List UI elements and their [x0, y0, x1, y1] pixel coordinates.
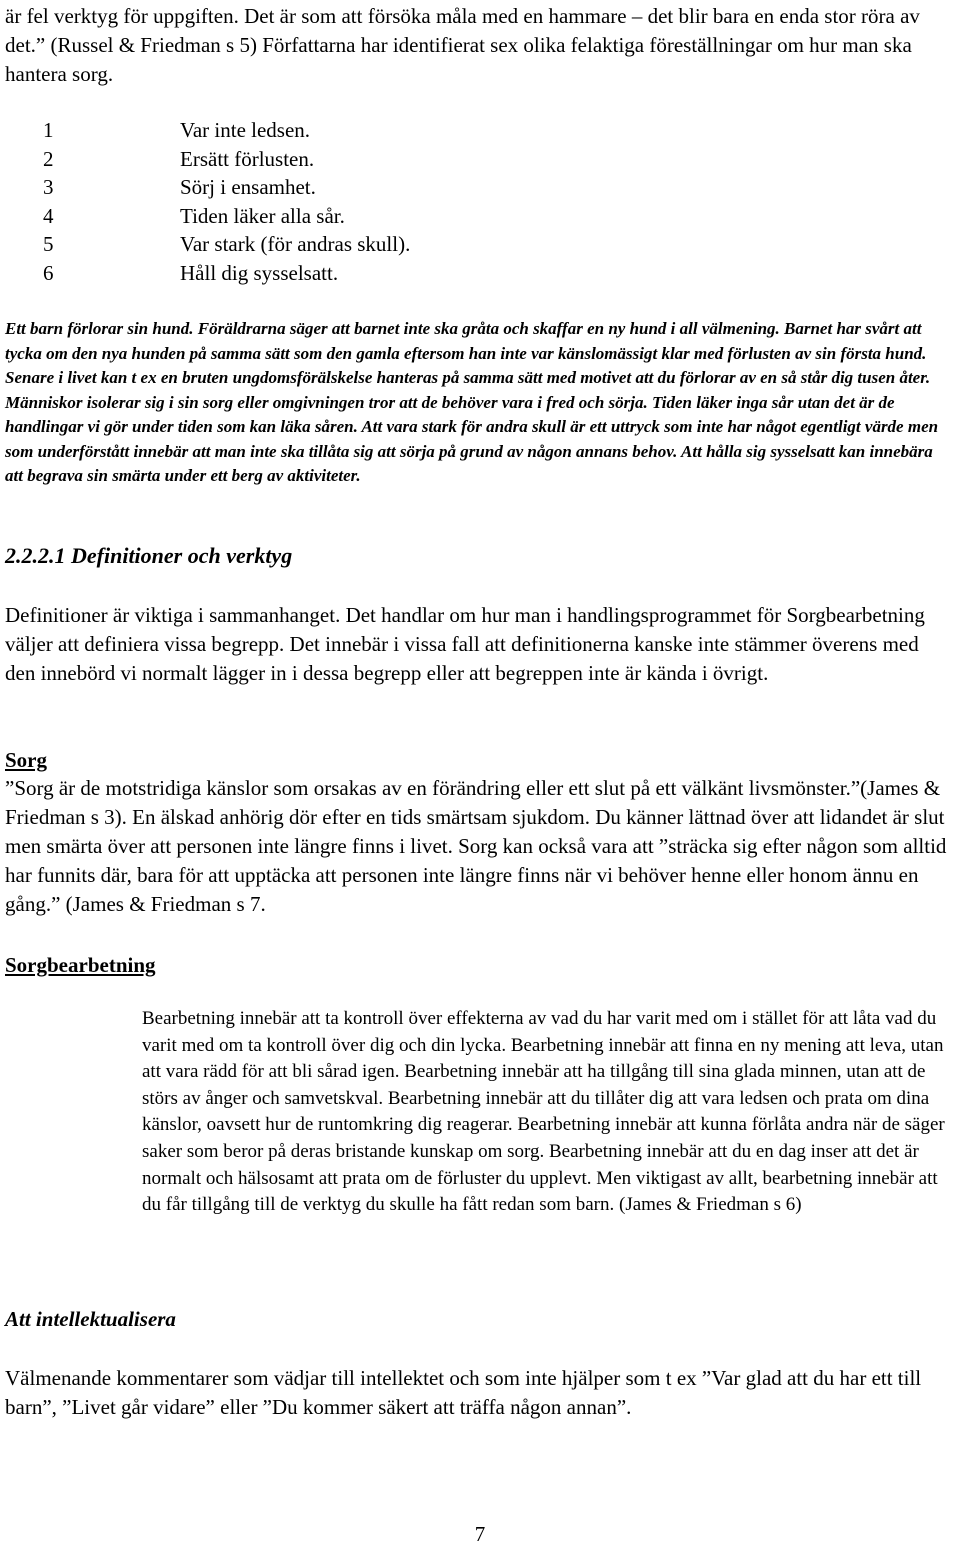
list-item: [43, 173, 410, 202]
intellektualisera-heading: Att intellektualisera: [5, 1307, 176, 1331]
list-item-number: 6: [43, 260, 54, 285]
section-heading: 2.2.2.1 Definitioner och verktyg: [5, 543, 293, 568]
page-number: 7: [474, 1522, 486, 1546]
list-item-text: Var stark (för andras skull).: [180, 232, 411, 257]
list-item-number: 1: [43, 118, 54, 142]
list-item-number: 2: [43, 146, 54, 171]
list-item: [43, 116, 410, 145]
list-item: [43, 202, 410, 231]
list-item: [43, 145, 410, 174]
list-item-text: Håll dig sysselsatt.: [180, 260, 339, 285]
sorgbearbetning-paragraph: Bearbetning innebär att ta kontroll över effekterna av vad du har varit med om i stället för att låta vad du varit med om ta kontroll över dig och din lycka. Bearbetning innebär att finna en ny mening att leva, utan att vara rädd för att bli sårad igen. Bearbetning innebär att ha tillgång till sina glada minnen, utan att de störs av ånger och samvetskval. Bearbetning innebär att du tillåter dig att vara ledsen och prata om dina känslor, oavsett hur de runtomkring dig reagerar. Bearbetning innebär att kunna förlåta andra när de säger saker som beror på deras bristande kunskap om sorg. Bearbetning innebär att du en dag inser att det är normalt och hälsosamt att prata om de förluster du upplevt. Men viktigast av allt, bearbetning innebär att du får tillgång till de verktyg du skulle ha fått redan som barn. (James & Friedman s 6): [142, 1008, 945, 1216]
list-item-text: Ersätt förlusten.: [180, 146, 315, 171]
list-item: [43, 259, 410, 288]
list-item-number: 5: [43, 232, 54, 257]
intellektualisera-paragraph: Välmenande kommentarer som vädjar till intellektet och som inte hjälper som t ex ”Var glad att du har ett till barn”, ”Livet går vidare” eller ”Du kommer säkert att träffa någon annan”.: [5, 1366, 922, 1419]
list-item-text: Sörj i ensamhet.: [180, 175, 316, 200]
misconceptions-list: [43, 116, 410, 288]
list-item: [43, 230, 410, 259]
sorgbearbetning-heading: Sorgbearbetning: [5, 953, 156, 977]
sorg-paragraph: ”Sorg är de motstridiga känslor som orsakas av en förändring eller ett slut på ett välkänt livsmönster.”(James & Friedman s 3). En älskad anhörig dör efter en tids smärtsam sjukdom. Du känner lättnad över att lidandet är slut men smärta över att personen inte längre finns i livet. Sorg kan också vara att ”sträcka sig efter någon som alltid har funnits där, bara för att upptäcka att personen inte längre finns när vi behöver henne eller honom ännu en gång.” (James & Friedman s 7.: [5, 776, 947, 916]
sorg-heading: Sorg: [5, 748, 47, 772]
intro-paragraph: är fel verktyg för uppgiften. Det är som att försöka måla med en hammare – det blir bara en enda stor röra av det.” (Russel & Friedman s 5) Författarna har identifierat sex olika felaktiga föreställningar om hur man ska hantera sorg.: [5, 4, 920, 86]
example-paragraph: Ett barn förlorar sin hund. Föräldrarna säger att barnet inte ska gråta och skaffar en ny hund i all välmening. Barnet har svårt att tycka om den nya hunden på samma sätt som den gamla eftersom han inte var känslomässigt klar med förlusten av sin första hund. Senare i livet kan t ex en bruten ungdomsförälskelse hanteras på samma sätt med motivet att du förlorar av en så står dig tusen åter. Människor isolerar sig i sin sorg eller omgivningen tror att de behöver vara i fred och sörja. Tiden läker inga sår utan det är de handlingar vi gör under tiden som kan läka såren. Att vara stark för andra skull är ett uttryck som inte har något egentligt värde men som underförstått innebär att man inte ska tillåta sig att sörja på grund av någon annans behov. Att hålla sig sysselsatt kan innebära att begrava sin smärta under ett berg av aktiviteter.: [5, 319, 939, 485]
definitions-paragraph: Definitioner är viktiga i sammanhanget. Det handlar om hur man i handlingsprogrammet för Sorgbearbetning väljer att definiera vissa begrepp. Det innebär i vissa fall att definitionerna kanske inte stämmer överens med den innebörd vi normalt lägger in i dessa begrepp eller att begreppen inte är kända i övrigt.: [5, 603, 925, 685]
list-item-number: 4: [43, 203, 54, 228]
list-item-text: Var inte ledsen.: [180, 118, 311, 142]
list-item-number: 3: [43, 175, 54, 200]
list-item-text: Tiden läker alla sår.: [180, 203, 345, 228]
